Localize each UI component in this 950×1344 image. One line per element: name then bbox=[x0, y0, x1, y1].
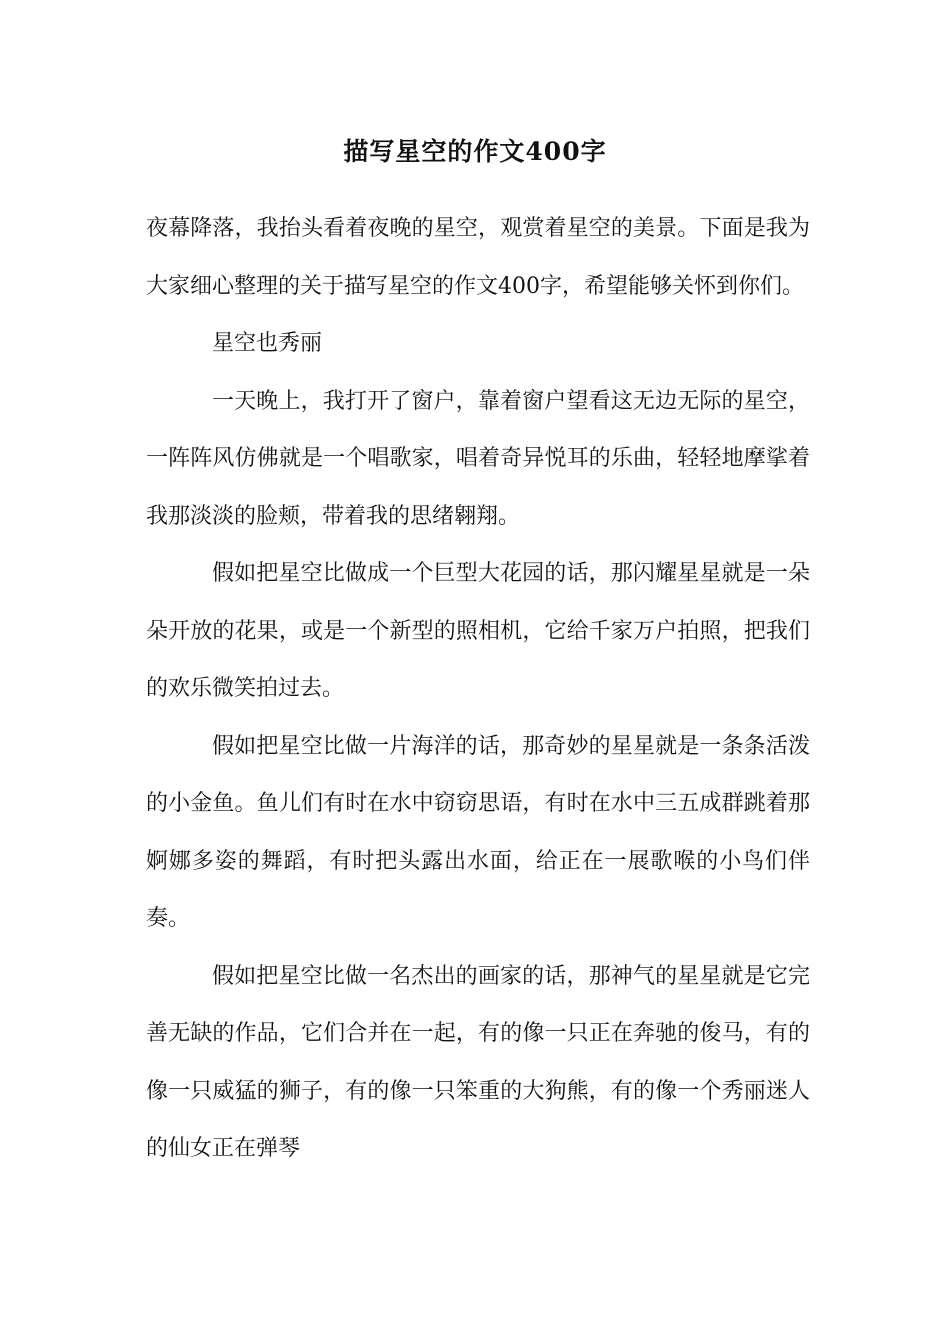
body-paragraph: 假如把星空比做一名杰出的画家的话，那神气的星星就是它完善无缺的作品，它们合并在一起，有的像一只正在奔驰的俊马，有的像一只威猛的狮子，有的像一只笨重的大狗熊，有的像一个秀丽迷人的仙女正在弹琴 bbox=[146, 963, 810, 1161]
body-paragraph: 假如把星空比做一片海洋的话，那奇妙的星星就是一条条活泼的小金鱼。鱼儿们有时在水中窃窃思语，有时在水中三五成群跳着那婀娜多姿的舞蹈，有时把头露出水面，给正在一展歌喉的小鸟们伴奏。 bbox=[146, 733, 810, 931]
body-paragraph: 一天晚上，我打开了窗户，靠着窗户望看这无边无际的星空，一阵阵风仿佛就是一个唱歌家，唱着奇异悦耳的乐曲，轻轻地摩挲着我那淡淡的脸颊，带着我的思绪翱翔。 bbox=[146, 388, 810, 529]
intro-paragraph: 夜幕降落，我抬头看着夜晚的星空，观赏着星空的美景。下面是我为大家细心整理的关于描写星空的作文400字，希望能够关怀到你们。 bbox=[146, 216, 810, 299]
document-body bbox=[146, 200, 810, 1178]
section-heading: 星空也秀丽 bbox=[212, 331, 323, 356]
body-paragraph: 假如把星空比做成一个巨型大花园的话，那闪耀星星就是一朵朵开放的花果，或是一个新型的照相机，它给千家万户拍照，把我们的欢乐微笑拍过去。 bbox=[146, 561, 810, 701]
document-title: 描写星空的作文400字 bbox=[343, 137, 607, 166]
